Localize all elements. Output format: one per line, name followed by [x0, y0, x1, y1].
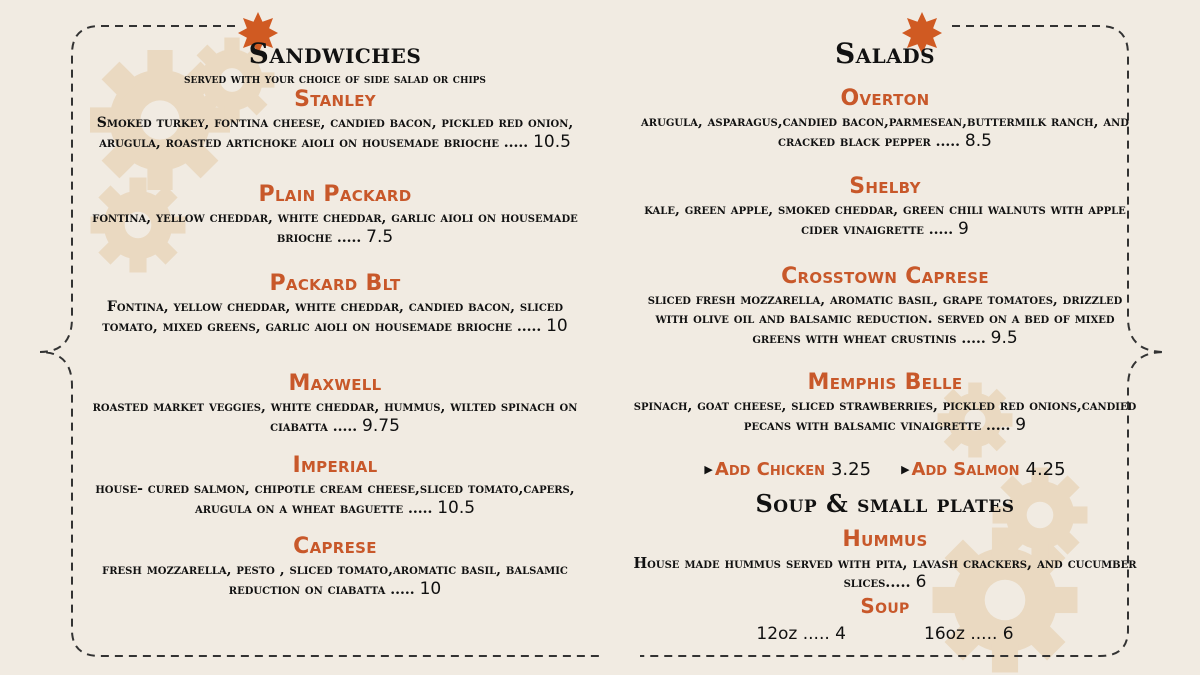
menu-item-crosstown-caprese: [620, 265, 1150, 349]
item-name: Crosstown Caprese: [781, 264, 989, 289]
menu-item-maxwell: [70, 372, 600, 437]
item-price: 9.75: [362, 416, 400, 436]
item-name: Imperial: [292, 453, 378, 478]
item-description: arugula, asparagus,candied bacon,parmesean,buttermilk ranch, and cracked black pepper ..... 8.5: [641, 114, 1129, 151]
item-name: Hummus: [842, 527, 928, 552]
item-description: Fontina, yellow cheddar, white cheddar, candied bacon, sliced tomato, mixed greens, garlic aioli on housemade brioche ..... 10: [102, 299, 568, 336]
menu-item-soup: [620, 594, 1150, 618]
soup-size-16oz: 16oz ..... 6: [924, 624, 1014, 644]
soup-size-12oz: 12oz ..... 4: [756, 624, 846, 644]
item-price: 10: [546, 316, 568, 336]
item-description: House made hummus served with pita, lavash crackers, and cucumber slices..... 6: [633, 555, 1137, 592]
item-name: Shelby: [849, 174, 921, 199]
soup-small-plates-title: Soup & small plates: [755, 489, 1015, 518]
sandwiches-subtitle: served with your choice of side salad or chips: [184, 72, 486, 87]
item-description: Smoked turkey, fontina cheese, candied bacon, pickled red onion, arugula, roasted artichoke aioli on housemade brioche ..... 10.5: [96, 115, 574, 152]
item-price: 9: [1015, 415, 1027, 435]
item-description: kale, green apple, smoked cheddar, green chili walnuts with apple cider vinaigrette ..... 9: [644, 202, 1126, 239]
sandwiches-title: Sandwiches: [248, 37, 422, 70]
menu-item-caprese: [70, 535, 600, 600]
item-name: Plain Packard: [258, 182, 412, 207]
bullet-triangle-icon: ▶: [704, 463, 713, 476]
menu-item-overton: [620, 87, 1150, 152]
item-price: 10: [419, 579, 442, 599]
menu-item-stanley: [70, 88, 600, 153]
addon-salmon: ▶ Add Salmon 4.25: [901, 459, 1066, 480]
item-description: fontina, yellow cheddar, white cheddar, garlic aioli on housemade brioche ..... 7.5: [92, 210, 578, 247]
item-price: 9.5: [990, 328, 1018, 348]
item-description: fresh mozzarella, pesto , sliced tomato,aromatic basil, balsamic reduction on ciabatta ..... 10: [102, 562, 568, 599]
item-price: 8.5: [964, 131, 992, 151]
menu-item-packard-blt: [70, 272, 600, 337]
item-name: Stanley: [294, 87, 376, 112]
item-price: 6: [915, 572, 927, 592]
salads-title: Salads: [834, 37, 936, 70]
item-name: Packard Blt: [269, 271, 401, 296]
item-price: 10.5: [437, 498, 476, 518]
item-price: 9: [958, 219, 969, 239]
menu-item-plain-packard: [70, 183, 600, 248]
item-price: 10.5: [533, 132, 571, 152]
bullet-triangle-icon: ▶: [901, 463, 910, 476]
item-name: Memphis Belle: [807, 370, 963, 395]
item-description: house- cured salmon, chipotle cream cheese,sliced tomato,capers, arugula on a wheat baguette ..... 10.5: [95, 481, 575, 518]
item-name: Soup: [860, 594, 910, 618]
item-name: Overton: [840, 86, 930, 111]
addon-chicken: ▶ Add Chicken 3.25: [704, 459, 872, 480]
item-description: sliced fresh mozzarella, aromatic basil, grape tomatoes, drizzled with olive oil and balsamic reduction. served on a bed of mixed greens with wheat crustinis ..... 9.5: [647, 292, 1123, 348]
item-description: spinach, goat cheese, sliced strawberries, pickled red onions,candied pecans with balsamic vinaigrette ..... 9: [633, 398, 1137, 435]
item-description: roasted market veggies, white cheddar, hummus, wilted spinach on ciabatta ..... 9.75: [92, 399, 578, 436]
menu-item-memphis-belle: [620, 371, 1150, 436]
soup-sizes: [620, 622, 1150, 646]
salad-addons: [620, 458, 1150, 482]
menu-item-hummus: [620, 528, 1150, 592]
menu-item-shelby: [620, 175, 1150, 240]
menu-item-imperial: [70, 454, 600, 519]
item-name: Maxwell: [288, 371, 382, 396]
item-name: Caprese: [293, 534, 377, 559]
item-price: 7.5: [366, 227, 394, 247]
